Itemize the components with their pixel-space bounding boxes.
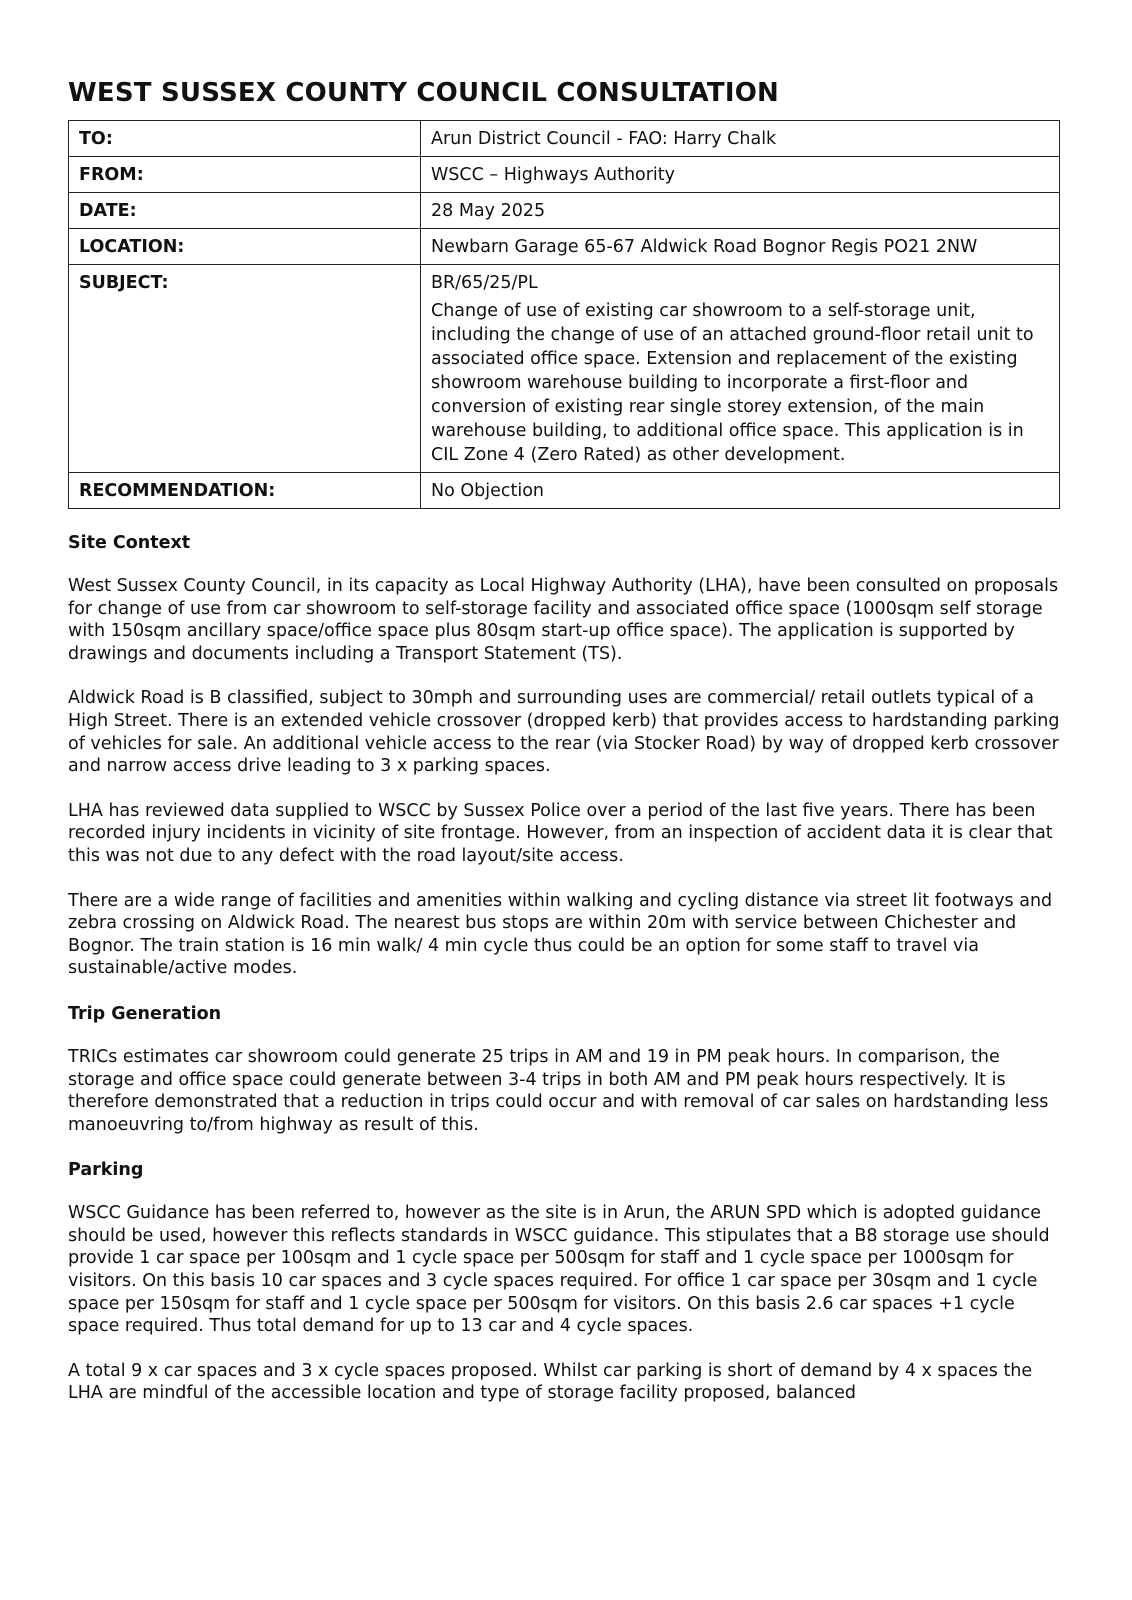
from-value: WSCC – Highways Authority (421, 157, 1060, 193)
parking-heading: Parking (68, 1160, 144, 1181)
table-row-subject (69, 265, 1060, 473)
from-label: FROM: (69, 157, 421, 193)
location-label: LOCATION: (69, 229, 421, 265)
subject-cell (421, 265, 1060, 473)
parking-paragraph-2: A total 9 x car spaces and 3 x cycle spaces proposed. Whilst car parking is short of demand by 4 x spaces the LHA are mindful of the accessible location and type of storage facility proposed, balanced (68, 1360, 1033, 1404)
document-title: WEST SUSSEX COUNTY COUNCIL CONSULTATION (68, 78, 779, 108)
subject-reference: BR/65/25/PL (431, 273, 538, 293)
to-value: Arun District Council - FAO: Harry Chalk (421, 121, 1060, 157)
document-page (68, 76, 1060, 1405)
table-row-location (69, 229, 1060, 265)
table-row-to (69, 121, 1060, 157)
recommendation-value: No Objection (421, 473, 1060, 509)
subject-description: Change of use of existing car showroom to a self-storage unit, including the change of use of an attached ground-floor retail unit to associated office space. Extension and replacement of the existing showroom warehouse building to incorporate a first-floor and conversion of existing rear single storey extension, of the main warehouse building, to additional office space. This application is in CIL Zone 4 (Zero Rated) as other development. (431, 301, 1034, 465)
subject-label: SUBJECT: (69, 265, 421, 473)
table-row-from (69, 157, 1060, 193)
site-context-paragraph-2: Aldwick Road is B classified, subject to 30mph and surrounding uses are commercial/ retail outlets typical of a High Street. There is an extended vehicle crossover (dropped kerb) that provides access to hardstanding parking of vehicles for sale. An additional vehicle access to the rear (via Stocker Road) by way of dropped kerb crossover and narrow access drive leading to 3 x parking spaces. (68, 688, 1060, 777)
site-context-paragraph-3: LHA has reviewed data supplied to WSCC by Sussex Police over a period of the last five years. There has been recorded injury incidents in vicinity of site frontage. However, from an inspection of accident data it is clear that this was not due to any defect with the road layout/site access. (68, 800, 1053, 866)
trip-generation-paragraph-1: TRICs estimates car showroom could generate 25 trips in AM and 19 in PM peak hours. In comparison, the storage and office space could generate between 3-4 trips in both AM and PM peak hours respectively. It is therefore demonstrated that a reduction in trips could occur and with removal of car sales on hardstanding less manoeuvring to/from highway as result of this. (68, 1046, 1049, 1135)
site-context-paragraph-1: West Sussex County Council, in its capacity as Local Highway Authority (LHA), have been consulted on proposals for change of use from car showroom to self-storage facility and associated office space (1000sqm self storage with 150sqm ancillary space/office space plus 80sqm start-up office space). The application is supported by drawings and documents including a Transport Statement (TS). (68, 576, 1059, 664)
site-context-paragraph-4: There are a wide range of facilities and amenities within walking and cycling distance via street lit footways and zebra crossing on Aldwick Road. The nearest bus stops are within 20m with service between Chichester and Bognor. The train station is 16 min walk/ 4 min cycle thus could be an option for some staff to travel via sustainable/active modes. (68, 890, 1053, 979)
table-row-recommendation (69, 473, 1060, 509)
date-label: DATE: (69, 193, 421, 229)
date-value: 28 May 2025 (421, 193, 1060, 229)
to-label: TO: (69, 121, 421, 157)
parking-paragraph-1: WSCC Guidance has been referred to, however as the site is in Arun, the ARUN SPD which is adopted guidance should be used, however this reflects standards in WSCC guidance. This stipulates that a B8 storage use should provide 1 car space per 100sqm and 1 cycle space per 500sqm for staff and 1 cycle space per 1000sqm for visitors. On this basis 10 car spaces and 3 cycle spaces required. For office 1 car space per 30sqm and 1 cycle space per 150sqm for staff and 1 cycle space per 500sqm for visitors. On this basis 2.6 car spaces +1 cycle space required. Thus total demand for up to 13 car and 4 cycle spaces. (68, 1203, 1050, 1337)
site-context-heading: Site Context (68, 533, 191, 553)
recommendation-label: RECOMMENDATION: (69, 473, 421, 509)
location-value: Newbarn Garage 65-67 Aldwick Road Bognor Regis PO21 2NW (421, 229, 1060, 265)
table-row-date (69, 193, 1060, 229)
trip-generation-heading: Trip Generation (68, 1003, 222, 1024)
consultation-header-table (68, 120, 1060, 509)
